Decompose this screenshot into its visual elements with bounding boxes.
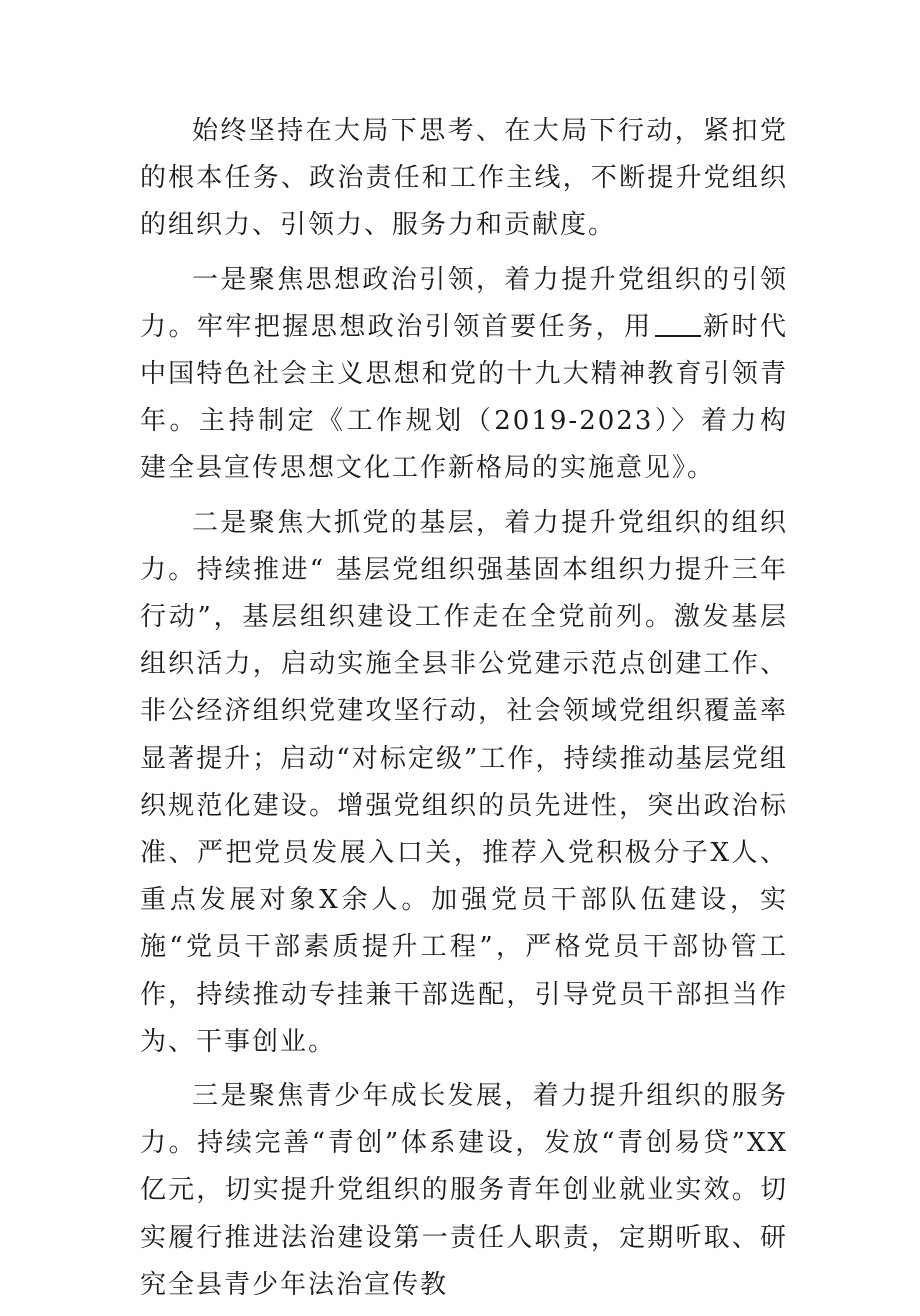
- paragraph-grassroots: 二是聚焦大抓党的基层，着力提升党组织的组织力。持续推进“ 基层党组织强基固本组织力提升三年行动”，基层组织建设工作走在全党前列。激发基层组织活力，启动实施全县非公党建示范点创建工作、非公经济组织党建攻坚行动，社会领域党组织覆盖率显著提升；启动“对标定级”工作，持续推动基层党组织规范化建设。增强党组织的员先进性，突出政治标准、严把党员发展入口关，推荐入党积极分子X人、重点发展对象X余人。加强党员干部队伍建设，实施“党员干部素质提升工程”，严格党员干部协管工作，持续推动专挂兼干部选配，引导党员干部担当作为、干事创业。: [140, 507, 788, 1057]
- blank-underline: [655, 311, 701, 337]
- paragraph-youth-service: 三是聚焦青少年成长发展，着力提升组织的服务力。持续完善“青创”体系建设，发放“青创易贷”XX亿元，切实提升党组织的服务青年创业就业实效。切实履行推进法治建设第一责任人职责，定期听取、研究全县青少年法治宣传教: [140, 1081, 788, 1300]
- paragraph-intro: 始终坚持在大局下思考、在大局下行动，紧扣党的根本任务、政治责任和工作主线，不断提升党组织的组织力、引领力、服务力和贡献度。: [140, 116, 788, 241]
- paragraph-text-after-blank: 新时代中国特色社会主义思想和党的十九大精神教育引领青年。主持制定《工作规划（2019-2023）〉着力构建全县宣传思想文化工作新格局的实施意见》。: [140, 311, 788, 484]
- paragraph-text-before-blank: 一是聚焦思想政治引领，着力提升党组织的引领力。牢牢把握思想政治引领首要任务，用: [140, 264, 788, 342]
- paragraph-thought-leadership: [140, 257, 788, 493]
- document-body: [140, 108, 788, 1316]
